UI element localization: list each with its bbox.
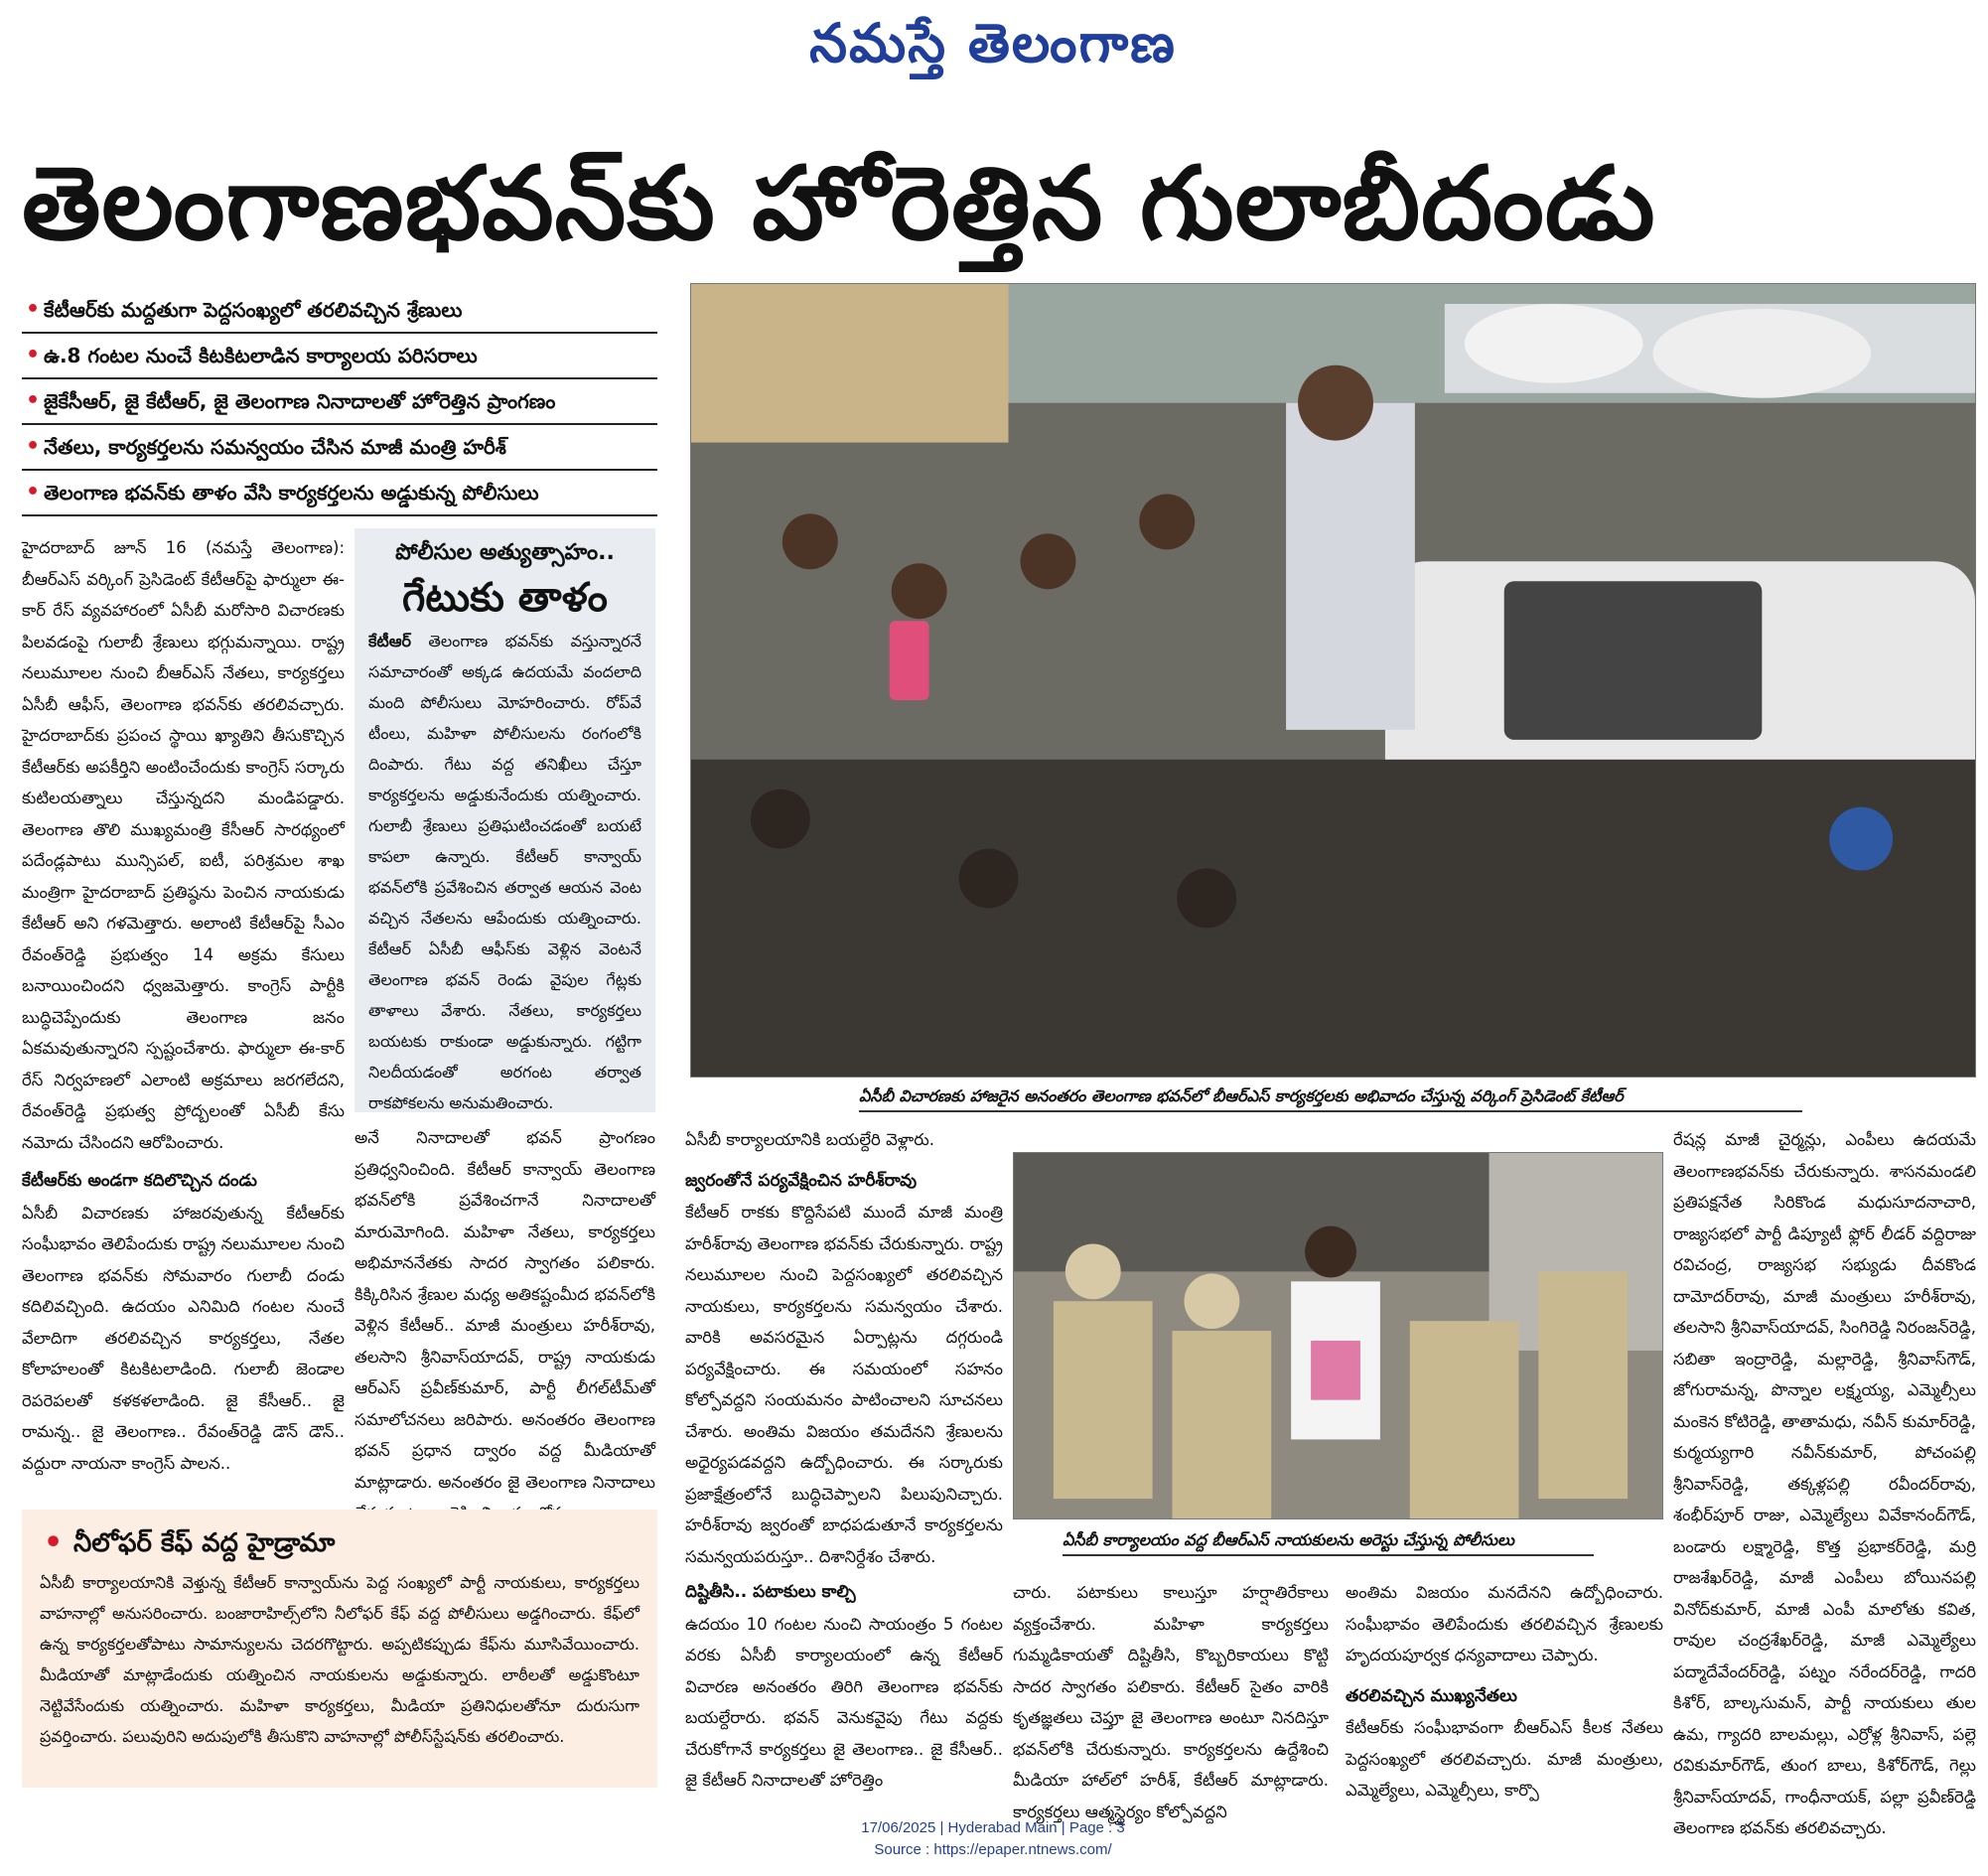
bullet-item	[22, 471, 657, 516]
bullet-text: నేతలు, కార్యకర్తలను సమన్వయం చేసిన మాజీ మంత్రి హరీశ్	[44, 435, 506, 459]
bullet-text: కేటీఆర్‌కు మద్దతుగా పెద్దసంఖ్యలో తరలివచ్చిన శ్రేణులు	[44, 298, 463, 322]
article-subhead: దిష్టితీసి.. పటాకులు కాల్చి	[685, 1582, 856, 1602]
article-column-5	[1346, 1577, 1663, 1815]
footer-edition: 17/06/2025 | Hyderabad Main | Page : 3	[861, 1819, 1125, 1836]
article-column-1	[22, 532, 345, 1486]
sidebar-police-box	[355, 528, 655, 1112]
arrest-photo-caption: ఏసీబీ కార్యాలయం వద్ద బీఆర్‌ఎస్ నాయకులను అరెస్టు చేస్తున్న పోలీసులు	[1063, 1526, 1594, 1556]
nilofar-cafe-box	[22, 1510, 657, 1788]
bullet-text: తెలంగాణ భవన్‌కు తాళం వేసి కార్యకర్తలను అడ్డుకున్న పోలీసులు	[44, 481, 539, 505]
headline: తెలంగాణభవన్‌కు హోరెత్తిన గులాబీదండు	[22, 144, 1656, 263]
article-subhead: జ్వరంతోనే పర్యవేక్షించిన హరీశ్‌రావు	[685, 1170, 918, 1191]
article-paragraph: అంతిమ విజయం మనదేనని ఉద్బోధించారు. సంఘీభావం తెలిపేందుకు తరలివచ్చిన శ్రేణులకు హృదయపూర్వక ధన్యవాదాలు చెప్పారు.	[1346, 1583, 1663, 1664]
box-title-text: నీలోఫర్ కేఫ్ వద్ద హైడ్రామా	[73, 1528, 336, 1558]
arrest-photo	[1013, 1152, 1663, 1519]
page-footer	[695, 1817, 1291, 1861]
article-column-4	[1013, 1577, 1329, 1821]
footer-source[interactable]: Source : https://epaper.ntnews.com/	[874, 1841, 1112, 1858]
article-paragraph: చారు. పటాకులు కాలుస్తూ హర్షాతిరేకాలు వ్యక్తంచేశారు. మహిళా కార్యకర్తలు గుమ్మడికాయతో దిష్టితీసి, కొబ్బరికాయలు కొట్టి సాదర స్వాగతం పలికారు. కేటీఆర్ సైతం వారికి కృతజ్ఞతలు చెప్తూ జై తెలంగాణ అంటూ నినదిస్తూ భవన్‌లోకి చేరుకున్నారు. కార్యకర్తలను ఉద్దేశించి మీడియా హాల్‌లో హరీశ్, కేటీఆర్ మాట్లాడారు. కార్యకర్తలు ఆత్మస్థైర్యం కోల్పోవద్దని	[1013, 1583, 1329, 1821]
bullet-item	[22, 425, 657, 471]
article-column-2	[355, 1122, 655, 1490]
article-intro: హైదరాబాద్ జూన్ 16 (నమస్తే తెలంగాణ): బీఆర్‌ఎస్ వర్కింగ్ ప్రెసిడెంట్ కేటీఆర్‌పై ఫార్ములా ఈ-కార్ రేస్ వ్యవహారంలో ఏసీబీ మరోసారి విచారణకు పిలవడంపై గులాబీ శ్రేణులు భగ్గుమన్నాయి. రాష్ట్ర నలుమూలల నుంచి బీఆర్‌ఎస్ నేతలు, కార్యకర్తలు ఏసీబీ ఆఫీస్, తెలంగాణ భవన్‌కు తరలివచ్చారు. హైదరాబాద్‌కు ప్రపంచ స్థాయి ఖ్యాతిని తీసుకొచ్చిన కేటీఆర్‌కు అపకీర్తిని అంటించేందుకు కాంగ్రెస్ సర్కారు కుటిలయత్నాలు చేస్తున్నదని మండిపడ్డారు. తెలంగాణ తొలి ముఖ్యమంత్రి కేసీఆర్ సారథ్యంలో పదేండ్లపాటు మున్సిపల్, ఐటీ, పరిశ్రమల శాఖ మంత్రిగా హైదరాబాద్ ప్రతిష్ఠను పెంచిన నాయకుడు కేటీఆర్ అని గళమెత్తారు. అలాంటి కేటీఆర్‌పై సీఎం రేవంత్‌రెడ్డి ప్రభుత్వం 14 అక్రమ కేసులు బనాయించిందని ధ్వజమెత్తారు. కాంగ్రెస్ పార్టీకి బుద్ధిచెప్పేందుకు తెలంగాణ జనం ఏకమవుతున్నారని స్పష్టంచేశారు. ఫార్ములా ఈ-కార్ రేస్ నిర్వహణలో ఎలాంటి అక్రమాలు జరగలేదని, రేవంత్‌రెడ్డి ప్రభుత్వ ప్రోద్బలంతో ఏసీబీ కేసు నమోదు చేసిందని ఆరోపించారు.	[22, 538, 345, 1152]
bullet-dot-icon: •	[26, 343, 41, 367]
article-column-3b	[685, 1577, 1003, 1815]
article-paragraph: కేటీఆర్‌కు సంఘీభావంగా బీఆర్‌ఎస్ కీలక నేతలు పెద్దసంఖ్యలో తరలివచ్చారు. మాజీ మంత్రులు, ఎమ్మెల్యేలు, ఎమ్మెల్సీలు, కార్పొ	[1346, 1718, 1663, 1800]
bullet-text: జైకేసీఆర్, జై కేటీఆర్, జై తెలంగాణ నినాదాలతో హోరెత్తిన ప్రాంగణం	[44, 389, 556, 413]
box-body: ఏసీబీ కార్యాలయానికి వెళ్తున్న కేటీఆర్ కాన్వాయ్‌ను పెద్ద సంఖ్యలో పార్టీ నాయకులు, కార్యకర్తలు వాహనాల్లో అనుసరించారు. బంజారాహిల్స్‌లోని నీలోఫర్ కేఫ్ వద్ద పోలీసులు అడ్డగించారు. కేఫ్‌లో ఉన్న కార్యకర్తలతోపాటు సామాన్యులను చెదరగొట్టారు. అప్పటికప్పుడు కేఫ్‌ను మూసివేయించారు. మీడియాతో మాట్లాడేందుకు యత్నించిన నాయకులను అడ్డుకున్నారు. లాఠీలతో అడ్డుకొంటూ నెట్టివేసేందుకు యత్నించారు. మహిళా కార్యకర్తలు, మీడియా ప్రతినిధులతోనూ దురుసుగా ప్రవర్తించారు. పలువురిని అదుపులోకి తీసుకొని వాహనాల్లో పోలీస్‌స్టేషన్‌కు తరలించారు.	[40, 1573, 639, 1746]
article-paragraph: అనే నినాదాలతో భవన్ ప్రాంగణం ప్రతిధ్వనించింది. కేటీఆర్ కాన్వాయ్ తెలంగాణ భవన్‌లోకి ప్రవేశించగానే నినాదాలతో మారుమోగింది. మహిళా నేతలు, కార్యకర్తలు అభిమాననేతకు సాదర స్వాగతం పలికారు. కిక్కిరిసిన శ్రేణుల మధ్య అతికష్టంమీద భవన్‌లోకి వెళ్లిన కేటీఆర్.. మాజీ మంత్రులు హరీశ్‌రావు, తలసాని శ్రీనివాస్‌యాదవ్, రాష్ట్ర నాయకుడు ఆర్‌ఎస్ ప్రవీణ్‌కుమార్, పార్టీ లీగల్‌టీమ్‌తో సమాలోచనలు జరిపారు. అనంతరం తెలంగాణ భవన్ ప్రధాన ద్వారం వద్ద మీడియాతో మాట్లాడారు. అనంతరం జై తెలంగాణ నినాదాలు	[355, 1128, 655, 1492]
article-paragraph: రేషన్ల మాజీ చైర్మన్లు, ఎంపీలు ఉదయమే తెలంగాణభవన్‌కు చేరుకున్నారు. శాసనమండలి ప్రతిపక్షనేత సిరికొండ మధుసూదనాచారి, రాజ్యసభలో పార్టీ డిప్యూటీ ఫ్లోర్ లీడర్ వద్దిరాజు రవిచంద్ర, రాజ్యసభ సభ్యుడు దీవకొండ దామోదర్‌రావు, మాజీ మంత్రులు హరీశ్‌రావు, తలసాని శ్రీనివాస్‌యాదవ్, సింగిరెడ్డి నిరంజన్‌రెడ్డి, సబితా ఇంద్రారెడ్డి, మల్లారెడ్డి, శ్రీనివాస్‌గౌడ్, జోగురామన్న, పొన్నాల లక్ష్మయ్య, ఎమ్మెల్సీలు మంకెన కోటిరెడ్డి, తాతామధు, నవీన్ కుమార్‌రెడ్డి, కుర్మయ్యగారి నవీన్‌కుమార్, పోచంపల్లి శ్రీనివాస్‌రెడ్డి, తక్కళ్లపల్లి రవీందర్‌రావు, శంభీర్‌పూర్ రాజు, ఎమ్మెల్యేలు వివేకానంద్‌గౌడ్, బండారు లక్ష్మారెడ్డి, కొత్త ప్రభాకర్‌రెడ్డి, మర్రి రాజశేఖర్‌రెడ్డి, మాజీ ఎంపీలు బోయినపల్లి వినోద్‌కుమార్, మాజీ ఎంపీ మాలోతు కవిత, రావుల చంద్రశేఖర్‌రెడ్డి, మాజీ ఎమ్మెల్యేలు పద్మాదేవేందర్‌రెడ్డి, పట్నం నరేందర్‌రెడ్డి, గాదరి కిశోర్, బాల్కసుమన్, పార్టీ నాయకులు తుల ఉమ, గ్యాదరి బాలమల్లు, ఎర్రోళ్ల శ్రీనివాస్, పల్లె రవికుమార్‌గౌడ్, తుంగ బాలు, కిశోర్‌గౌడ్, గెల్లు శ్రీనివాస్‌యాదవ్, గాంధీనాయక్, పల్లా ప్రవీణ్‌రెడ్డి తెలంగాణ భవన్‌కు తరలివచ్చారు.	[1673, 1130, 1976, 1837]
highlight-bullets	[22, 288, 657, 516]
bullet-text: ఉ.8 గంటల నుంచే కిటకిటలాడిన కార్యాలయ పరిసరాలు	[44, 344, 478, 367]
article-paragraph: ఉదయం 10 గంటల నుంచి సాయంత్రం 5 గంటల వరకు ఏసీబీ కార్యాలయంలో ఉన్న కేటీఆర్ విచారణ అనంతరం తిరిగి తెలంగాణ భవన్‌కు బయల్దేరారు. భవన్ వెనుకవైపు గేటు వద్దకు చేరుకోగానే కార్యకర్తలు జై తెలంగాణ.. జై కేసీఆర్.. జై కేటీఆర్ నినాదాలతో హోరెత్తిం	[685, 1614, 1003, 1790]
main-photo	[690, 283, 1976, 1078]
article-paragraph: ఏసీబీ కార్యాలయానికి బయల్దేరి వెళ్లారు.	[685, 1130, 935, 1149]
article-subhead: కేటీఆర్‌కు అండగా కదిలొచ్చిన దండు	[22, 1171, 257, 1191]
article-paragraph: ఏసీబీ విచారణకు హాజరవుతున్న కేటీఆర్‌కు సంఘీభావం తెలిపేందుకు రాష్ట్ర నలుమూలల నుంచి తెలంగాణ భవన్‌కు సోమవారం గులాబీ దండు కదిలివచ్చింది. ఉదయం ఎనిమిది గంటల నుంచే వేలాదిగా తరలివచ్చిన కార్యకర్తలు, నేతల కోలాహలంతో కిటకిటలాడింది. గులాబీ జెండాల రెపరెపలతో కళకళలాడింది. జై కేసీఆర్.. జై రామన్న.. జై తెలంగాణ.. రేవంత్‌రెడ్డి డౌన్ డౌన్.. వద్దురా నాయనా కాంగ్రెస్ పాలన..	[22, 1203, 345, 1473]
sidebar-title: గేటుకు తాళం	[402, 574, 608, 621]
sidebar-body	[368, 626, 641, 1118]
article-paragraph: కేటీఆర్ రాకకు కొద్దిసేపటి ముందే మాజీ మంత్రి హరీశ్‌రావు తెలంగాణ భవన్‌కు చేరుకున్నారు. రాష్ట్ర నలుమూలల నుంచి పెద్దసంఖ్యలో తరలివచ్చిన నాయకులు, కార్యకర్తలను సమన్వయం చేశారు. వారికి అవసరమైన ఏర్పాట్లను దగ్గరుండి పర్యవేక్షించారు. ఈ సమయంలో సహనం కోల్పోవద్దని సంయమనం పాటించాలని సూచనలు చేశారు. అంతిమ విజయం తమదేనని శ్రేణులను అధైర్యపడవద్దని ఉద్బోధించారు. ఈ సర్కారుకు ప్రజాక్షేత్రంలోనే బుద్ధిచెప్పాలని పిలుపునిచ్చారు. హరీశ్‌రావు జ్వరంతో బాధపడుతూనే కార్యకర్తలను సమన్వయపరుస్తూ.. దిశానిర్దేశం చేశారు.	[685, 1203, 1003, 1566]
bullet-dot-icon: •	[26, 434, 41, 459]
main-photo-caption: ఏసీబీ విచారణకు హాజరైన అనంతరం తెలంగాణ భవన్‌లో బీఆర్‌ఎస్ కార్యకర్తలకు అభివాదం చేస్తున్న వర్కింగ్ ప్రెసిడెంట్ కేటీఆర్	[859, 1082, 1802, 1112]
masthead-logo: నమస్తే తెలంగాణ	[809, 11, 1177, 74]
sidebar-kicker: పోలీసుల అత్యుత్సాహం..	[395, 540, 615, 565]
bullet-item	[22, 288, 657, 334]
article-subhead: తరలివచ్చిన ముఖ్యనేతలు	[1346, 1685, 1517, 1706]
sidebar-lead: కేటీఆర్	[368, 632, 411, 650]
sidebar-text: తెలంగాణ భవన్‌కు వస్తున్నారనే సమాచారంతో అక్కడ ఉదయమే వందలాది మంది పోలీసులు మోహరించారు. రోప్‌వే టీంలు, మహిళా పోలీసులను రంగంలోకి దింపారు. గేటు వద్ద తనిఖీలు చేస్తూ కార్యకర్తలను అడ్డుకునేందుకు యత్నించారు. గులాబీ శ్రేణులు ప్రతిఘటించడంతో బయటే కాపలా ఉన్నారు. కేటీఆర్ కాన్వాయ్ భవన్‌లోకి ప్రవేశించిన తర్వాత ఆయన వెంట వచ్చిన నేతలను ఆపేందుకు యత్నించారు. కేటీఆర్ ఏసీబీ ఆఫీస్‌కు వెళ్లిన వెంటనే తెలంగాణ భవన్ రెండు వైపుల గేట్లకు తాళాలు వేశారు. నేతలు, కార్యకర్తలు బయటకు రాకుండా అడ్డుకున్నారు. గట్టిగా నిలదీయడంతో అరగంట తర్వాత రాకపోకలను అనుమతించారు.	[368, 632, 641, 1112]
arrest-photo-image	[1014, 1153, 1662, 1518]
bullet-item	[22, 379, 657, 425]
bullet-dot-icon: •	[26, 297, 41, 322]
article-column-3	[685, 1124, 1003, 1566]
box-title	[40, 1523, 639, 1563]
bullet-dot-icon: •	[44, 1525, 64, 1560]
bullet-dot-icon: •	[26, 480, 41, 505]
article-column-6	[1673, 1124, 1976, 1837]
bullet-item	[22, 334, 657, 379]
bullet-dot-icon: •	[26, 388, 41, 413]
crowd-photo-image	[691, 284, 1975, 1077]
